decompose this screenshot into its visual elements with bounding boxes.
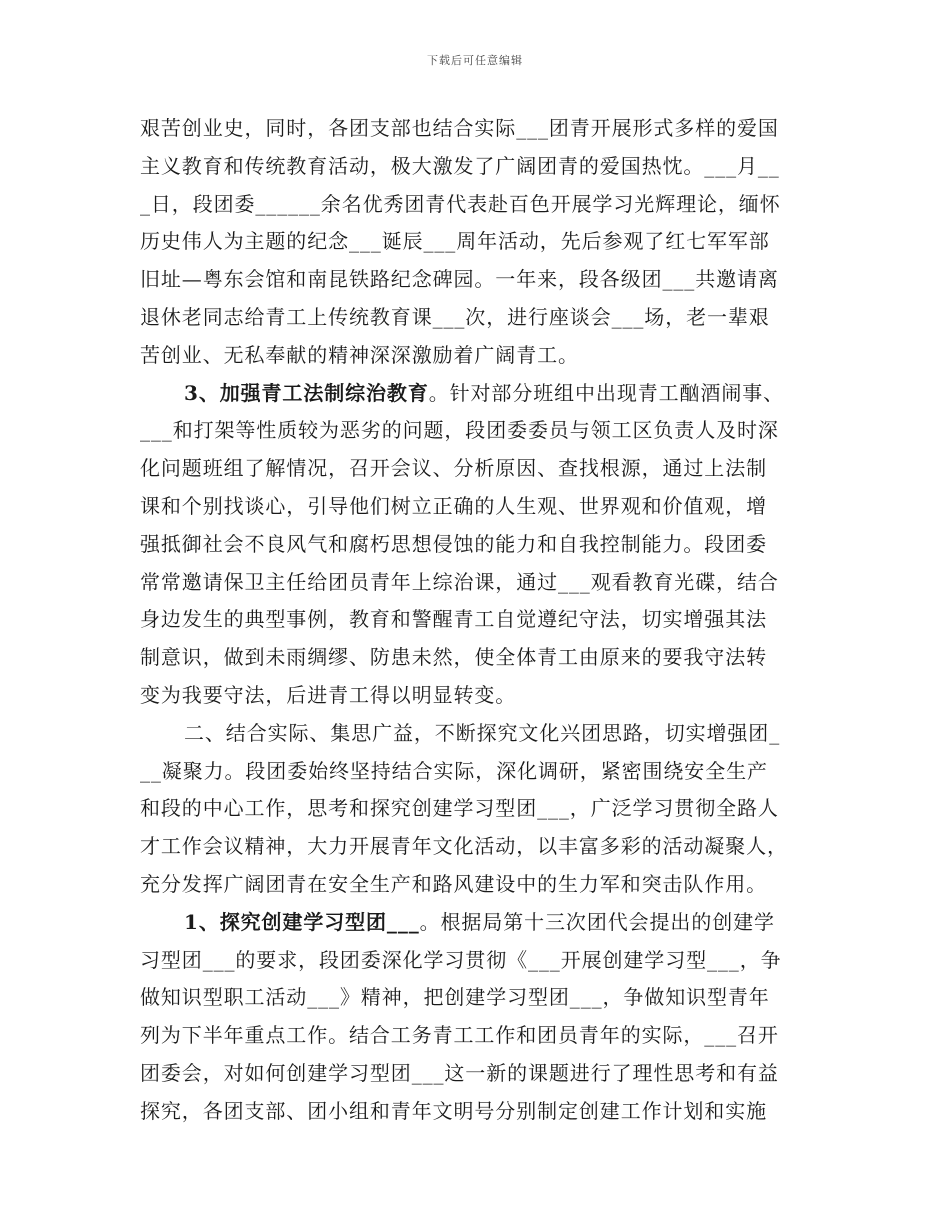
text-line: [140, 412, 810, 450]
line-text: 。根据局第十三次团代会提出的创建学: [419, 909, 775, 934]
text-line: [140, 526, 810, 564]
line-text: 艰苦创业史，同时，各团支部也结合实际___团青开展形式多样的爱国: [140, 116, 779, 140]
line-text: 身边发生的典型事例，教育和警醒青工自觉遵纪守法，切实增强其法: [140, 607, 767, 632]
line-text: 做知识型职工活动___》精神，把创建学习型团___，争做知识型青年: [140, 985, 770, 1010]
text-line: [140, 1055, 810, 1093]
text-line: [140, 639, 810, 677]
line-text: _日，段团委______余名优秀团青代表赴百色开展学习光辉理论，缅怀: [140, 191, 781, 216]
text-line: [140, 450, 810, 488]
line-text: 变为我要守法，后进青工得以明显转变。: [140, 682, 517, 707]
section-heading-line: [140, 904, 810, 942]
line-text: 退休老同志给青工上传统教育课___次，进行座谈会___场，老一辈艰: [140, 304, 770, 329]
line-text: 制意识，做到未雨绸缪、防患未然，使全体青工由原来的要我守法转: [140, 645, 767, 670]
line-text: 化问题班组了解情况，召开会议、分析原因、查找根源，通过上法制: [140, 456, 767, 481]
text-line: [140, 186, 810, 224]
line-text: 和段的中心工作，思考和探究创建学习型团___，广泛学习贯彻全路人: [140, 796, 779, 821]
line-text: 强抵御社会不良风气和腐朽思想侵蚀的能力和自我控制能力。段团委: [140, 531, 767, 556]
paragraph-first-line: [140, 715, 810, 753]
line-text: 旧址—粤东会馆和南昆铁路纪念碑园。一年来，段各级团___共邀请离: [140, 267, 779, 292]
line-text: 常常邀请保卫主任给团员青年上综治课，通过___观看教育光碟，结合: [140, 569, 779, 594]
line-text: 主义教育和传统教育活动，极大激发了广阔团青的爱国热忱。___月__: [140, 153, 780, 178]
line-text: 历史伟人为主题的纪念___诞辰___周年活动，先后参观了红七军军部: [140, 229, 770, 254]
text-line: [140, 1017, 810, 1055]
text-line: [140, 1093, 810, 1131]
text-line: [140, 337, 810, 375]
document-body: [140, 110, 810, 1131]
text-line: [140, 677, 810, 715]
text-line: [140, 148, 810, 186]
page-header: 下载后可任意编辑: [427, 54, 523, 67]
text-line: [140, 790, 810, 828]
line-text: 课和个别找谈心，引导他们树立正确的人生观、世界观和价值观，增: [140, 493, 767, 518]
text-line: [140, 942, 810, 980]
section-heading: 3、加强青工法制综治教育: [184, 380, 429, 405]
line-text: 苦创业、无私奉献的精神深深激励着广阔青工。: [140, 342, 579, 367]
line-text: 。针对部分班组中出现青工酗酒闹事、: [428, 380, 785, 405]
line-text: 才工作会议精神，大力开展青年文化活动，以丰富多彩的活动凝聚人，: [140, 834, 788, 859]
line-text: 探究，各团支部、团小组和青年文明号分别制定创建工作计划和实施: [140, 1098, 767, 1123]
line-text: 二、结合实际、集思广益，不断探究文化兴团思路，切实增强团_: [184, 720, 781, 745]
text-line: [140, 753, 810, 791]
section-heading-line: [140, 375, 810, 413]
text-line: [140, 261, 810, 299]
line-text: __凝聚力。段团委始终坚持结合实际，深化调研，紧密围绕安全生产: [140, 758, 768, 783]
text-line: [140, 866, 810, 904]
section-heading: 1、探究创建学习型团___: [184, 909, 420, 934]
line-text: 列为下半年重点工作。结合工务青工工作和团员青年的实际，___召开: [140, 1023, 779, 1048]
line-text: 充分发挥广阔团青在安全生产和路风建设中的生力军和突击队作用。: [140, 871, 767, 896]
line-text: 习型团___的要求，段团委深化学习贯彻《___开展创建学习型___，争: [140, 947, 782, 972]
text-line: [140, 564, 810, 602]
line-text: 团委会，对如何创建学习型团___这一新的课题进行了理性思考和有益: [140, 1060, 779, 1085]
text-line: [140, 601, 810, 639]
text-line: [140, 488, 810, 526]
text-line: [140, 110, 810, 148]
text-line: [140, 223, 810, 261]
text-line: [140, 299, 810, 337]
text-line: [140, 979, 810, 1017]
text-line: [140, 828, 810, 866]
line-text: ___和打架等性质较为恶劣的问题，段团委委员与领工区负责人及时深: [140, 418, 779, 443]
